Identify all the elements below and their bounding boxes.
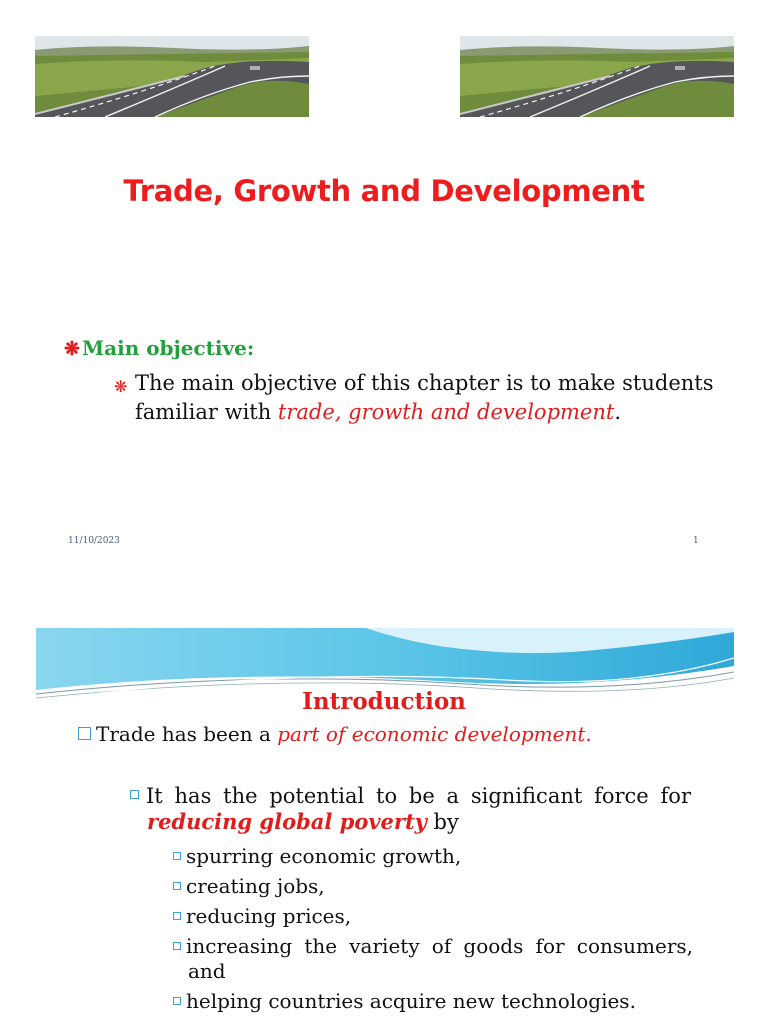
sub-point-text: increasing the variety of goods for consumers, bbox=[186, 934, 693, 958]
hollow-square-icon bbox=[173, 912, 181, 920]
objective-paragraph bbox=[135, 369, 734, 427]
sub-point-4 bbox=[173, 934, 693, 984]
hollow-square-icon bbox=[173, 942, 181, 950]
slide-date: 11/10/2023 bbox=[68, 536, 120, 546]
sub-point-text: helping countries acquire new technologies. bbox=[186, 989, 636, 1013]
objective-text-line2: familiar with bbox=[135, 400, 278, 424]
point-1-emphasis: part of economic development. bbox=[277, 722, 592, 746]
point-2-line1-text: It has the potential to be a significant force for bbox=[146, 784, 691, 808]
sub-point-2 bbox=[173, 874, 693, 899]
point-2-line1 bbox=[130, 784, 691, 809]
point-2 bbox=[130, 784, 691, 835]
sub-point-3 bbox=[173, 904, 693, 929]
slide-page-number: 1 bbox=[693, 536, 699, 546]
hollow-square-icon bbox=[173, 997, 181, 1005]
objective-heading-text: Main objective: bbox=[82, 336, 255, 360]
red-asterisk-icon: ❋ bbox=[64, 338, 80, 360]
point-2-suffix: by bbox=[426, 810, 459, 834]
hollow-square-icon bbox=[173, 852, 181, 860]
point-1-prefix: Trade has been a bbox=[96, 722, 278, 746]
introduction-heading: Introduction bbox=[302, 688, 466, 715]
sub-point-1 bbox=[173, 844, 693, 869]
highway-photo-right bbox=[460, 36, 734, 117]
objective-emphasis: trade, growth and development bbox=[277, 400, 615, 424]
hollow-square-icon bbox=[130, 790, 139, 799]
sub-point-4-cont: and bbox=[188, 959, 226, 983]
point-2-line2 bbox=[130, 810, 459, 834]
slide-2 bbox=[0, 612, 768, 1024]
sub-point-5 bbox=[173, 989, 693, 1014]
sub-point-text: creating jobs, bbox=[186, 874, 325, 898]
objective-heading bbox=[64, 336, 254, 360]
point-2-emphasis: reducing global poverty bbox=[147, 809, 427, 834]
sub-point-text: spurring economic growth, bbox=[186, 844, 462, 868]
sub-point-4-line1 bbox=[173, 934, 693, 959]
objective-body bbox=[114, 369, 734, 427]
slide-title: Trade, Growth and Development bbox=[123, 174, 645, 208]
objective-suffix: . bbox=[614, 400, 621, 424]
highway-photo-left bbox=[35, 36, 309, 117]
point-1 bbox=[78, 722, 592, 746]
sub-point-text: reducing prices, bbox=[186, 904, 352, 928]
hollow-square-icon bbox=[173, 882, 181, 890]
hollow-square-icon bbox=[78, 727, 91, 740]
objective-text-line1: The main objective of this chapter is to make students bbox=[135, 371, 714, 395]
red-asterisk-icon: ❋ bbox=[114, 377, 128, 396]
